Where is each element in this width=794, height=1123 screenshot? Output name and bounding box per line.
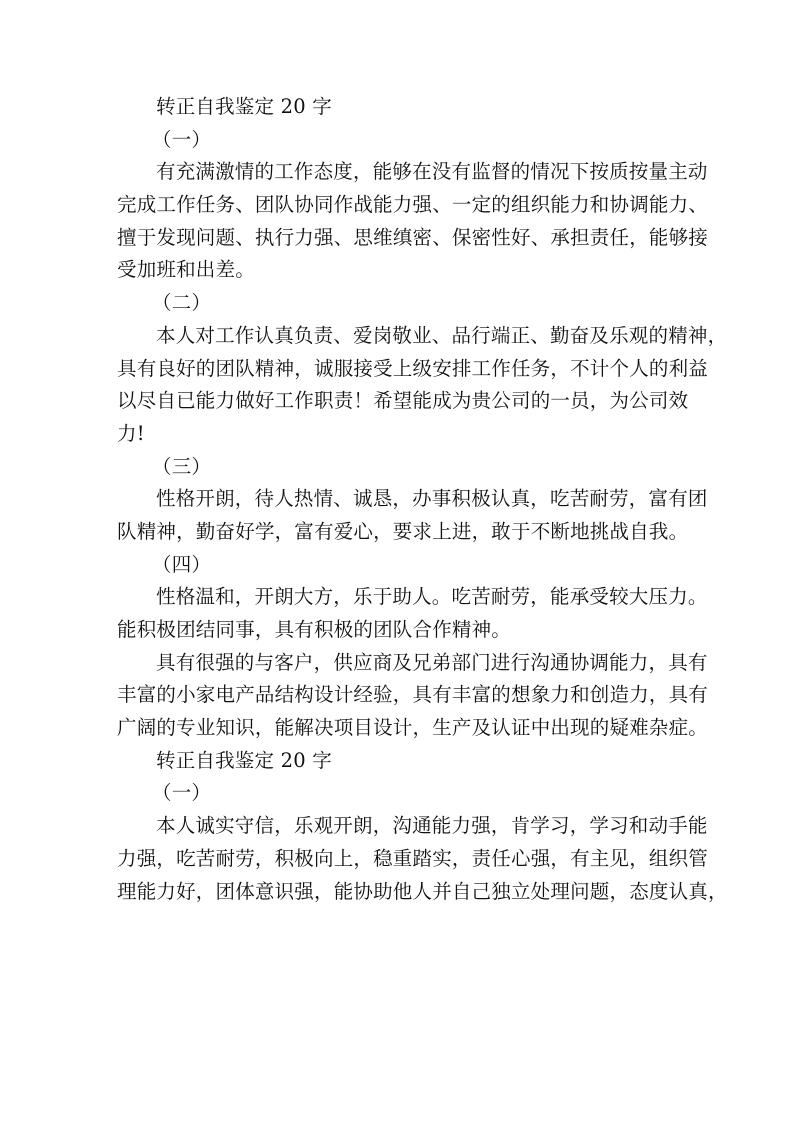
text-line: 有充满激情的工作态度，能够在没有监督的情况下按质按量主动 [156,160,708,184]
document-body [117,91,728,908]
text-line: 力强，吃苦耐劳，积极向上，稳重踏实，责任心强，有主见，组织管 [117,846,709,870]
text-line: 本人诚实守信，乐观开朗，沟通能力强，肯学习，学习和动手能 [156,814,708,838]
text-line: 力! [117,421,145,445]
text-line: 队精神，勤奋好学，富有爱心，要求上进，敢于不断地挑战自我。 [117,519,689,543]
text-line: 完成工作任务、团队协同作战能力强、一定的组织能力和协调能力、 [117,193,709,217]
text-line: 受加班和出差。 [117,258,255,282]
text-line: 广阔的专业知识，能解决项目设计，生产及认证中出现的疑难杂症。 [117,716,709,740]
text-line: 能积极团结同事，具有积极的团队合作精神。 [117,618,512,641]
text-line: 以尽自已能力做好工作职责！希望能成为贵公司的一员，为公司效 [117,389,689,413]
text-line: （四） [152,552,212,576]
text-line: 本人对工作认真负责、爱岗敬业、品行端正、勤奋及乐观的精神， [156,323,728,347]
text-line: 丰富的小家电产品结构设计经验，具有丰富的想象力和创造力，具有 [117,683,709,707]
text-line: 性格温和，开朗大方，乐于助人。吃苦耐劳，能承受较大压力。 [156,585,708,609]
text-line: 擅于发现问题、执行力强、思维缜密、保密性好、承担责任，能够接 [117,225,709,249]
text-line: （一） [152,127,212,151]
text-line: 转正自我鉴定 20 字 [156,748,332,772]
text-line: 理能力好，团体意识强，能协助他人并自己独立处理问题，态度认真， [117,879,728,903]
text-line: （一） [152,781,212,805]
text-line: 转正自我鉴定 20 字 [156,95,332,118]
text-line: 性格开朗，待人热情、诚恳，办事积极认真，吃苦耐劳，富有团 [156,487,708,511]
text-line: 具有良好的团队精神，诚服接受上级安排工作任务，不计个人的利益 [117,356,709,380]
text-line: （三） [152,454,212,478]
text-line: （二） [152,291,212,315]
text-line: 具有很强的与客户，供应商及兄弟部门进行沟通协调能力，具有 [156,650,708,674]
